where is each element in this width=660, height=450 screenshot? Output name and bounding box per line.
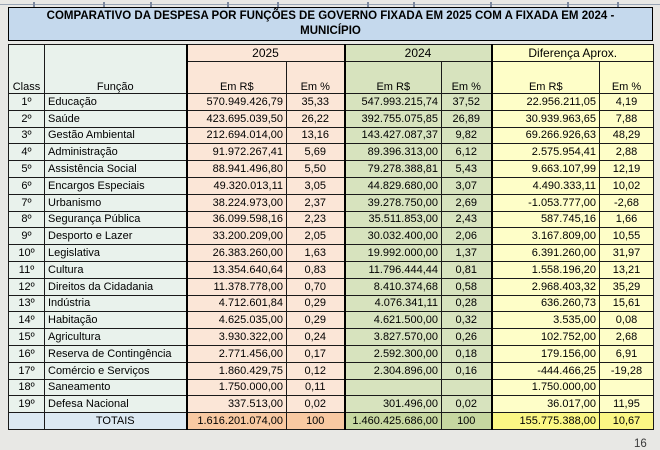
cell-diff-rs: 9.663.107,99 <box>492 161 600 178</box>
cell-diff-rs: 69.266.926,63 <box>492 127 600 144</box>
table-row <box>9 144 654 161</box>
cell-2024-pct: 0,28 <box>442 295 492 312</box>
table-row <box>9 379 654 396</box>
cell-2024-pct: 2,06 <box>442 228 492 245</box>
cell-diff-pct: 10,55 <box>600 228 654 245</box>
cell-funcao: Saúde <box>45 110 187 127</box>
table-footer <box>9 413 654 430</box>
cell-class: 1º <box>9 94 45 111</box>
cell-diff-pct: 13,21 <box>600 261 654 278</box>
cell-2025-rs: 3.930.322,00 <box>187 329 287 346</box>
cell-2024-rs: 39.278.750,00 <box>345 194 442 211</box>
table-header <box>9 45 654 94</box>
cell-diff-rs: 22.956.211,05 <box>492 94 600 111</box>
cell-diff-pct: 48,29 <box>600 127 654 144</box>
cell-2025-pct: 2,05 <box>287 228 345 245</box>
header-funcao: Função <box>45 45 187 94</box>
cell-2025-pct: 0,17 <box>287 345 345 362</box>
cell-2025-pct: 1,63 <box>287 245 345 262</box>
cell-class: 3º <box>9 127 45 144</box>
cell-diff-rs: 179.156,00 <box>492 345 600 362</box>
cell-funcao: Administração <box>45 144 187 161</box>
table-row <box>9 295 654 312</box>
header-year-2025: 2025 <box>187 45 345 62</box>
cell-class: 9º <box>9 228 45 245</box>
cell-funcao: Desporto e Lazer <box>45 228 187 245</box>
header-2024-rs: Em R$ <box>345 62 442 94</box>
table-title: COMPARATIVO DA DESPESA POR FUNÇÕES DE GOVERNO FIXADA EM 2025 COM A FIXADA EM 2024 - MUNICÍPIO <box>8 7 653 41</box>
header-row-years <box>9 45 654 62</box>
cell-2024-pct: 3,07 <box>442 177 492 194</box>
cell-class: 6º <box>9 177 45 194</box>
cell-class: 12º <box>9 278 45 295</box>
cell-diff-pct: 10,02 <box>600 177 654 194</box>
cell-2025-pct: 5,50 <box>287 161 345 178</box>
totals-2025-pct: 100 <box>287 413 345 430</box>
cell-diff-rs: 2.575.954,41 <box>492 144 600 161</box>
cell-funcao: Legislativa <box>45 245 187 262</box>
cell-2024-pct: 0,16 <box>442 362 492 379</box>
cell-2024-rs: 89.396.313,00 <box>345 144 442 161</box>
cell-class: 2º <box>9 110 45 127</box>
cell-class: 5º <box>9 161 45 178</box>
table-row <box>9 245 654 262</box>
cell-2025-rs: 212.694.014,00 <box>187 127 287 144</box>
cell-diff-pct: 0,08 <box>600 312 654 329</box>
cell-2025-rs: 337.513,00 <box>187 396 287 413</box>
cell-2024-pct: 1,37 <box>442 245 492 262</box>
cell-2025-pct: 35,33 <box>287 94 345 111</box>
totals-class-cell <box>9 413 45 430</box>
cell-diff-rs: 3.535,00 <box>492 312 600 329</box>
cell-2024-pct <box>442 379 492 396</box>
cell-funcao: Educação <box>45 94 187 111</box>
table-row <box>9 312 654 329</box>
table-row <box>9 278 654 295</box>
cell-class: 18º <box>9 379 45 396</box>
table-row <box>9 127 654 144</box>
cell-2025-pct: 0,12 <box>287 362 345 379</box>
cell-class: 10º <box>9 245 45 262</box>
cell-2025-pct: 0,02 <box>287 396 345 413</box>
totals-2024-pct: 100 <box>442 413 492 430</box>
cell-2025-rs: 423.695.039,50 <box>187 110 287 127</box>
cell-funcao: Saneamento <box>45 379 187 396</box>
cell-diff-pct: 2,68 <box>600 329 654 346</box>
cell-2025-pct: 2,37 <box>287 194 345 211</box>
cell-2024-pct: 0,26 <box>442 329 492 346</box>
cell-funcao: Direitos da Cidadania <box>45 278 187 295</box>
cell-diff-pct: 6,91 <box>600 345 654 362</box>
totals-label: TOTAIS <box>45 413 187 430</box>
totals-row <box>9 413 654 430</box>
cell-2024-pct: 0,18 <box>442 345 492 362</box>
cell-2025-pct: 5,69 <box>287 144 345 161</box>
totals-2024-rs: 1.460.425.686,00 <box>345 413 442 430</box>
cell-2024-pct: 5,43 <box>442 161 492 178</box>
cell-funcao: Defesa Nacional <box>45 396 187 413</box>
cell-funcao: Assistência Social <box>45 161 187 178</box>
cell-2024-rs: 8.410.374,68 <box>345 278 442 295</box>
cell-diff-pct: 11,95 <box>600 396 654 413</box>
cell-2025-rs: 88.941.496,80 <box>187 161 287 178</box>
cell-funcao: Gestão Ambiental <box>45 127 187 144</box>
cell-2025-rs: 1.860.429,75 <box>187 362 287 379</box>
header-2024-pct: Em % <box>442 62 492 94</box>
cell-2024-rs: 2.592.300,00 <box>345 345 442 362</box>
cell-2024-rs: 79.278.388,81 <box>345 161 442 178</box>
cell-class: 13º <box>9 295 45 312</box>
cell-2024-pct: 37,52 <box>442 94 492 111</box>
cell-2024-rs: 547.993.215,74 <box>345 94 442 111</box>
cell-2024-rs: 30.032.400,00 <box>345 228 442 245</box>
cell-2025-pct: 2,23 <box>287 211 345 228</box>
table-row <box>9 94 654 111</box>
cell-2024-pct: 0,02 <box>442 396 492 413</box>
cell-diff-pct: -2,68 <box>600 194 654 211</box>
cell-2024-rs <box>345 379 442 396</box>
table-row <box>9 345 654 362</box>
cell-diff-rs: 6.391.260,00 <box>492 245 600 262</box>
cell-2025-pct: 0,11 <box>287 379 345 396</box>
cell-2024-rs: 301.496,00 <box>345 396 442 413</box>
cell-2025-pct: 0,70 <box>287 278 345 295</box>
cell-2024-rs: 35.511.853,00 <box>345 211 442 228</box>
cell-class: 4º <box>9 144 45 161</box>
cell-2024-rs: 4.621.500,00 <box>345 312 442 329</box>
cell-class: 7º <box>9 194 45 211</box>
cell-diff-pct <box>600 379 654 396</box>
page-number: 16 <box>634 438 647 450</box>
cell-2025-rs: 38.224.973,00 <box>187 194 287 211</box>
table-row <box>9 110 654 127</box>
cell-funcao: Cultura <box>45 261 187 278</box>
header-diff-rs: Em R$ <box>492 62 600 94</box>
header-diff: Diferença Aprox. <box>492 45 654 62</box>
cell-diff-pct: 4,19 <box>600 94 654 111</box>
cell-diff-rs: -1.053.777,00 <box>492 194 600 211</box>
cell-2024-rs: 2.304.896,00 <box>345 362 442 379</box>
cell-2025-pct: 13,16 <box>287 127 345 144</box>
cell-2024-rs: 11.796.444,44 <box>345 261 442 278</box>
cell-2025-pct: 26,22 <box>287 110 345 127</box>
cell-2024-rs: 392.755.075,85 <box>345 110 442 127</box>
cell-funcao: Habitação <box>45 312 187 329</box>
cell-diff-pct: 1,66 <box>600 211 654 228</box>
cell-2024-rs: 143.427.087,37 <box>345 127 442 144</box>
cell-2024-rs: 19.992.000,00 <box>345 245 442 262</box>
table-body <box>9 94 654 413</box>
cell-2025-rs: 4.625.035,00 <box>187 312 287 329</box>
cell-2025-rs: 570.949.426,79 <box>187 94 287 111</box>
cell-2025-pct: 0,29 <box>287 295 345 312</box>
cell-2025-rs: 91.972.267,41 <box>187 144 287 161</box>
cell-2025-rs: 2.771.456,00 <box>187 345 287 362</box>
table-row <box>9 161 654 178</box>
cell-2025-pct: 0,29 <box>287 312 345 329</box>
header-2025-rs: Em R$ <box>187 62 287 94</box>
table-row <box>9 362 654 379</box>
table-row <box>9 228 654 245</box>
cell-funcao: Encargos Especiais <box>45 177 187 194</box>
cell-2024-pct: 0,32 <box>442 312 492 329</box>
cell-2024-rs: 4.076.341,11 <box>345 295 442 312</box>
cell-2025-rs: 4.712.601,84 <box>187 295 287 312</box>
header-2025-pct: Em % <box>287 62 345 94</box>
cell-2025-rs: 13.354.640,64 <box>187 261 287 278</box>
cell-2025-rs: 1.750.000,00 <box>187 379 287 396</box>
cell-2024-rs: 3.827.570,00 <box>345 329 442 346</box>
cell-class: 16º <box>9 345 45 362</box>
table-row <box>9 177 654 194</box>
cell-class: 15º <box>9 329 45 346</box>
totals-diff-pct: 10,67 <box>600 413 654 430</box>
cell-diff-rs: 587.745,16 <box>492 211 600 228</box>
cell-2025-rs: 49.320.013,11 <box>187 177 287 194</box>
cell-diff-rs: 36.017,00 <box>492 396 600 413</box>
cell-2025-rs: 36.099.598,16 <box>187 211 287 228</box>
cell-class: 8º <box>9 211 45 228</box>
top-ruler-line <box>0 4 660 5</box>
cell-diff-rs: 3.167.809,00 <box>492 228 600 245</box>
expense-comparison-table <box>8 44 654 430</box>
cell-2024-pct: 0,81 <box>442 261 492 278</box>
totals-2025-rs: 1.616.201.074,00 <box>187 413 287 430</box>
table-row <box>9 329 654 346</box>
cell-2024-rs: 44.829.680,00 <box>345 177 442 194</box>
cell-funcao: Agricultura <box>45 329 187 346</box>
cell-2024-pct: 26,89 <box>442 110 492 127</box>
cell-2024-pct: 0,58 <box>442 278 492 295</box>
cell-funcao: Reserva de Contingência <box>45 345 187 362</box>
cell-diff-rs: 1.750.000,00 <box>492 379 600 396</box>
cell-2024-pct: 2,43 <box>442 211 492 228</box>
totals-diff-rs: 155.775.388,00 <box>492 413 600 430</box>
cell-class: 14º <box>9 312 45 329</box>
cell-2025-pct: 0,24 <box>287 329 345 346</box>
cell-funcao: Urbanismo <box>45 194 187 211</box>
cell-diff-rs: 102.752,00 <box>492 329 600 346</box>
cell-diff-pct: 15,61 <box>600 295 654 312</box>
cell-diff-pct: 7,88 <box>600 110 654 127</box>
cell-diff-rs: -444.466,25 <box>492 362 600 379</box>
cell-2025-rs: 11.378.778,00 <box>187 278 287 295</box>
cell-diff-pct: 2,88 <box>600 144 654 161</box>
cell-2024-pct: 6,12 <box>442 144 492 161</box>
cell-funcao: Indústria <box>45 295 187 312</box>
cell-diff-rs: 2.968.403,32 <box>492 278 600 295</box>
header-diff-pct: Em % <box>600 62 654 94</box>
cell-2025-pct: 3,05 <box>287 177 345 194</box>
table-row <box>9 396 654 413</box>
table-row <box>9 194 654 211</box>
header-class: Class <box>9 45 45 94</box>
cell-diff-pct: 31,97 <box>600 245 654 262</box>
cell-2025-rs: 33.200.209,00 <box>187 228 287 245</box>
cell-diff-pct: 12,19 <box>600 161 654 178</box>
table-row <box>9 261 654 278</box>
cell-diff-rs: 636.260,73 <box>492 295 600 312</box>
cell-diff-pct: -19,28 <box>600 362 654 379</box>
cell-2025-rs: 26.383.260,00 <box>187 245 287 262</box>
cell-diff-rs: 30.939.963,65 <box>492 110 600 127</box>
cell-class: 11º <box>9 261 45 278</box>
header-year-2024: 2024 <box>345 45 492 62</box>
cell-class: 19º <box>9 396 45 413</box>
table-row <box>9 211 654 228</box>
cell-diff-rs: 4.490.333,11 <box>492 177 600 194</box>
cell-2024-pct: 9,82 <box>442 127 492 144</box>
cell-funcao: Segurança Pública <box>45 211 187 228</box>
cell-class: 17º <box>9 362 45 379</box>
cell-2024-pct: 2,69 <box>442 194 492 211</box>
cell-diff-pct: 35,29 <box>600 278 654 295</box>
cell-funcao: Comércio e Serviços <box>45 362 187 379</box>
cell-2025-pct: 0,83 <box>287 261 345 278</box>
cell-diff-rs: 1.558.196,20 <box>492 261 600 278</box>
